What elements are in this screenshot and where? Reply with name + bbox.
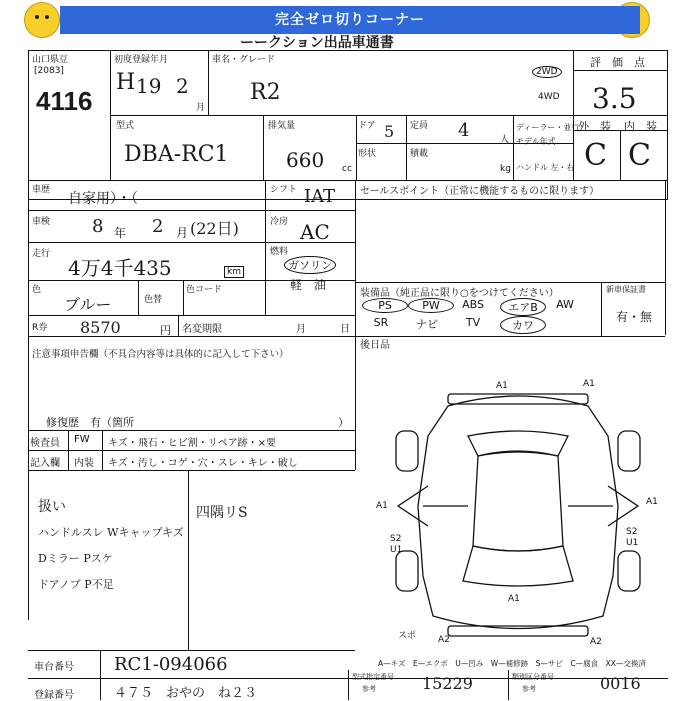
car-name-label: 車名・グレード	[212, 55, 276, 65]
mileage-value: 4万4千435	[68, 256, 172, 280]
rating-label: 評 価 点	[590, 56, 645, 69]
shift-value: IAT	[304, 186, 336, 207]
inspection-year-unit: 年	[114, 226, 127, 240]
fuel-gasoline: ガソリン	[284, 256, 336, 274]
displacement-unit: cc	[342, 164, 352, 174]
diagram-mark: A2	[438, 635, 450, 645]
rear-window	[463, 546, 573, 586]
mileage-unit: km	[224, 266, 244, 278]
chassis-label: 車台番号	[34, 662, 74, 673]
recycle-unit: 円	[160, 324, 171, 337]
auction-sheet	[28, 30, 668, 700]
fuel-label: 燃料	[270, 247, 289, 257]
load-unit: kg	[500, 164, 511, 174]
equipment-item: カワ	[500, 316, 546, 334]
region-label: 山口県豆	[32, 55, 69, 65]
model-value: DBA-RC1	[124, 142, 229, 167]
interior-grade: C	[628, 138, 651, 173]
inspection-day: (22日)	[190, 219, 239, 238]
color-label: 色	[32, 285, 42, 295]
notes-label: 注意事項申告欄（不具合内容等は具体的に記入して下さい）	[32, 349, 289, 360]
exterior-label: 外 装	[578, 120, 611, 133]
front-left-wheel	[396, 431, 418, 471]
diagram-mark: U1	[390, 545, 403, 555]
lot-code: [2083]	[34, 66, 64, 76]
new-car-warranty-label: 新車保証書	[606, 285, 646, 294]
shift-label: シフト	[270, 185, 298, 195]
equipment-item: ナビ	[416, 318, 438, 331]
remark-left-4: ドアノブ P不足	[38, 578, 114, 591]
remark-right: 四隅リS	[196, 505, 248, 521]
header-fragment: ーークション出品車通書	[240, 35, 394, 51]
diagram-mark: A1	[496, 381, 508, 391]
doors-label: ドア	[358, 121, 376, 131]
capacity-value: 4	[458, 120, 470, 141]
displacement-value: 660	[286, 148, 325, 172]
load-label: 積載	[410, 149, 429, 159]
shape-label: 形状	[358, 149, 377, 159]
capacity-unit: 人	[500, 135, 510, 145]
class-spec-value: 0016	[600, 674, 641, 693]
registration-month: 2	[176, 74, 189, 98]
inspector-interior: 内装	[74, 458, 94, 469]
inspection-year: 8	[92, 216, 104, 237]
capacity-label: 定員	[410, 121, 429, 131]
inspector-entry-label: 記入欄	[30, 458, 60, 469]
windshield	[468, 431, 568, 456]
rating-score: 3.5	[592, 82, 637, 115]
remark-left-3: Dミラー Pスケ	[38, 552, 113, 565]
rear-bumper	[448, 626, 588, 636]
equipment-item: PS	[362, 298, 408, 313]
registration-month-unit: 月	[196, 103, 206, 113]
car-damage-diagram	[368, 376, 668, 656]
doors-value: 5	[384, 122, 395, 141]
equipment-item: AW	[556, 298, 574, 311]
equipment-label: 装備品（純正品に限り○をつけてください）	[360, 288, 559, 299]
inspector-fw: FW	[74, 434, 90, 445]
diagram-mark: S2	[390, 534, 402, 544]
diagram-mark: A1	[508, 594, 520, 604]
class-spec-ref: 参考	[522, 685, 536, 693]
repair-history-close: ）	[338, 416, 349, 429]
car-name-value: R2	[250, 80, 281, 105]
name-change-month: 月	[296, 324, 306, 335]
type-spec-ref: 参考	[362, 685, 376, 693]
inspector-interior-items: キズ・汚し・コゲ・穴・スレ・キレ・破し	[108, 458, 298, 469]
color-code-label: 色コード	[186, 285, 223, 295]
diagram-mark: A2	[590, 637, 602, 647]
fuel-diesel: 軽 油	[290, 278, 327, 292]
diagram-mark: A1	[583, 379, 595, 389]
diagram-mark: A1	[376, 501, 388, 511]
registration-label: 初度登録年月	[114, 55, 169, 65]
recycle-label: R券	[32, 323, 48, 333]
usage-label: 車歴	[32, 185, 51, 195]
usage-value: 自家用）・（	[68, 191, 138, 207]
front-right-wheel	[618, 431, 640, 471]
diagram-mark: S2	[626, 527, 638, 537]
rear-left-wheel	[396, 551, 418, 591]
equipment-item: エアB	[500, 298, 546, 316]
exterior-grade: C	[584, 138, 607, 173]
new-car-warranty-value: 有・無	[616, 310, 653, 324]
displacement-label: 排気量	[268, 121, 296, 131]
registration-year: 19	[136, 74, 162, 98]
inspector-label: 検査員	[30, 438, 60, 449]
equipment-item: TV	[465, 316, 481, 329]
repair-history: 修復歴 有（箇所	[46, 416, 134, 429]
chassis-value: RC1-094066	[114, 654, 228, 675]
model-label: 型式	[116, 121, 135, 131]
model-year-label: モデル年式	[516, 137, 556, 146]
drive-4wd: 4WD	[538, 92, 560, 102]
ac-label: 冷房	[270, 217, 289, 227]
inspection-month-unit: 月	[176, 226, 189, 240]
registration-no-label: 登録番号	[34, 690, 74, 701]
registration-no-value: ４７５ おやの ね２３	[114, 686, 258, 701]
equipment-item: PW	[408, 298, 454, 313]
ac-value: AC	[300, 220, 330, 244]
name-change-label: 名変期限	[182, 324, 222, 335]
diagram-legend: A—キズ E—エクボ U—凹み W—補修跡 S—サビ C—腐食 XX—交換済	[378, 659, 646, 668]
remark-left-2: ハンドルスレ Wキャップキズ	[38, 526, 184, 539]
equipment-item: SR	[373, 316, 389, 329]
mileage-label: 走行	[32, 249, 51, 259]
car-roof	[473, 451, 563, 551]
diagram-mark: スポ	[398, 631, 417, 641]
rear-right-wheel	[618, 551, 640, 591]
name-change-day: 日	[340, 324, 350, 335]
recycle-value: 8570	[80, 318, 121, 337]
class-spec-label: 類別区分番号	[512, 673, 554, 681]
handle-label: ハンドル 左・右	[516, 163, 575, 172]
inspector-fw-items: キズ・飛石・ヒビ割・リペア跡・×要	[108, 438, 276, 449]
type-spec-label: 型式指定番号	[352, 673, 394, 681]
diagram-mark: U1	[626, 538, 639, 548]
lot-number: 4116	[36, 86, 93, 116]
inspection-month: 2	[152, 216, 164, 237]
color-value: ブルー	[64, 295, 112, 314]
dealer-label: ディーラー・並行	[516, 123, 580, 132]
remark-left-1: 扱い	[38, 499, 66, 515]
interior-label: 内 装	[624, 120, 657, 133]
inspection-label: 車検	[32, 217, 51, 227]
type-spec-value: 15229	[422, 674, 473, 693]
rear-items-label: 後日品	[360, 340, 390, 351]
color-change-label: 色替	[144, 295, 163, 305]
selling-points-label: セールスポイント（正常に機能するものに限ります）	[360, 186, 600, 197]
registration-era: H	[116, 70, 136, 95]
diagram-mark: A1	[646, 497, 658, 507]
equipment-item: ABS	[462, 298, 484, 311]
drive-2wd: 2WD	[532, 66, 562, 78]
banner-title: 完全ゼロ切りコーナー	[60, 6, 640, 34]
